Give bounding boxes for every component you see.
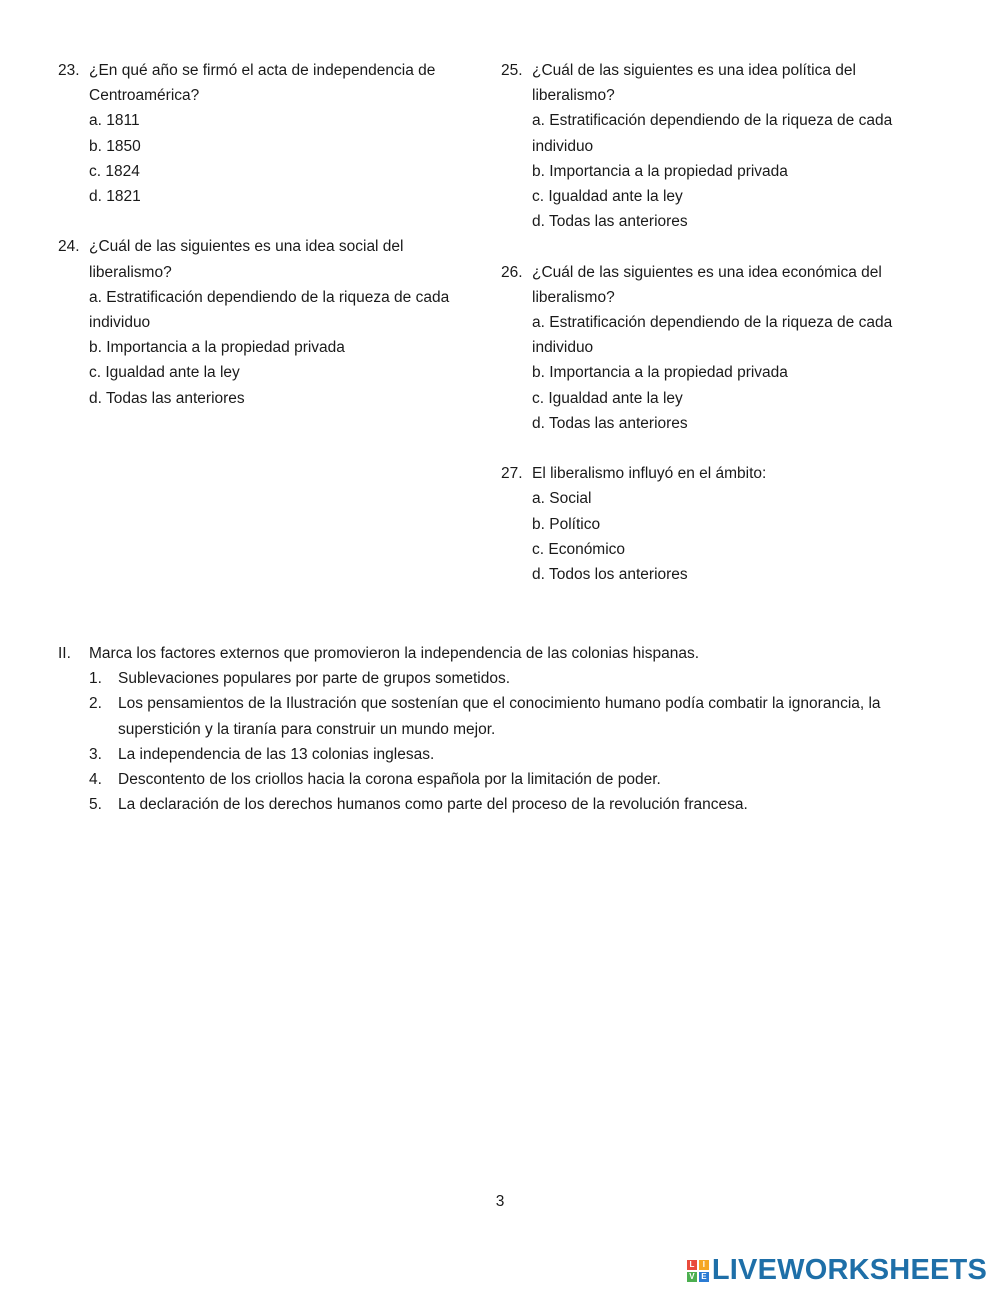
option-a[interactable]: a. Estratificación dependiendo de la riqueza de cada individuo [532, 314, 893, 357]
factor-item-3[interactable] [58, 742, 938, 767]
option-a[interactable]: a. Social [532, 490, 592, 508]
question-number: 26. [501, 263, 523, 281]
logo-letter-l: L [687, 1260, 697, 1270]
question-27 [501, 461, 931, 587]
option-d[interactable]: d. Todas las anteriores [89, 389, 245, 407]
option-c[interactable]: c. Económico [532, 540, 626, 558]
item-text: La declaración de los derechos humanos como parte del proceso de la revolución francesa. [118, 796, 748, 814]
section-number: II. [58, 645, 71, 662]
brand-name: LIVEWORKSHEETS [711, 1254, 987, 1286]
option-a[interactable]: a. 1811 [89, 112, 140, 130]
option-d[interactable]: d. Todos los anteriores [532, 566, 688, 584]
factor-item-1[interactable] [58, 666, 938, 691]
question-26 [501, 260, 931, 436]
question-23 [58, 58, 478, 209]
section-heading [58, 641, 938, 666]
item-number: 5. [89, 796, 102, 814]
option-d[interactable]: d. Todas las anteriores [532, 213, 688, 231]
factor-item-4[interactable] [58, 767, 938, 792]
factor-item-2[interactable] [58, 691, 938, 741]
logo-icon [687, 1260, 709, 1282]
item-number: 4. [89, 771, 102, 789]
section-instruction: Marca los factores externos que promovieron la independencia de las colonias hispanas. [89, 645, 700, 662]
logo-letter-e: E [699, 1272, 709, 1282]
option-b[interactable]: b. 1850 [89, 137, 141, 155]
option-a[interactable]: a. Estratificación dependiendo de la riqueza de cada individuo [89, 288, 450, 332]
question-number: 23. [58, 62, 80, 79]
option-b[interactable]: b. Importancia a la propiedad privada [532, 162, 788, 180]
right-question-column [501, 58, 931, 612]
factor-item-5[interactable] [58, 792, 938, 817]
page-number: 3 [495, 1193, 505, 1210]
question-text: El liberalismo influyó en el ámbito: [532, 465, 767, 483]
item-text: La independencia de las 13 colonias inglesas. [118, 745, 435, 763]
question-24 [58, 234, 478, 410]
item-number: 2. [89, 695, 102, 713]
question-number: 24. [58, 238, 80, 256]
question-number: 27. [501, 465, 523, 483]
question-text: ¿En qué año se firmó el acta de independencia de Centroamérica? [89, 62, 436, 105]
option-d[interactable]: d. Todas las anteriores [532, 414, 688, 432]
logo-letter-i: I [699, 1260, 709, 1270]
option-c[interactable]: c. Igualdad ante la ley [532, 188, 683, 206]
question-25 [501, 58, 931, 234]
option-b[interactable]: b. Político [532, 515, 601, 533]
item-number: 1. [89, 670, 102, 688]
item-number: 3. [89, 745, 102, 763]
option-b[interactable]: b. Importancia a la propiedad privada [89, 339, 345, 357]
option-c[interactable]: c. 1824 [89, 162, 140, 180]
item-text: Descontento de los criollos hacia la corona española por la limitación de poder. [118, 771, 661, 789]
option-c[interactable]: c. Igualdad ante la ley [89, 364, 240, 382]
option-a[interactable]: a. Estratificación dependiendo de la riqueza de cada individuo [532, 112, 893, 155]
question-text: ¿Cuál de las siguientes es una idea social del liberalismo? [89, 238, 404, 281]
question-text: ¿Cuál de las siguientes es una idea política del liberalismo? [532, 62, 856, 105]
option-d[interactable]: d. 1821 [89, 188, 141, 206]
factor-list [58, 666, 938, 817]
liveworksheets-logo[interactable] [687, 1254, 987, 1287]
question-text: ¿Cuál de las siguientes es una idea económica del liberalismo? [532, 263, 882, 306]
question-number: 25. [501, 62, 523, 79]
item-text: Los pensamientos de la Ilustración que sostenían que el conocimiento humano podía combatir la ignorancia, la superstición y la tiranía para construir un mundo mejor. [118, 695, 881, 738]
item-text: Sublevaciones populares por parte de grupos sometidos. [118, 670, 511, 688]
option-b[interactable]: b. Importancia a la propiedad privada [532, 364, 788, 382]
logo-letter-v: V [687, 1272, 697, 1282]
section-two [58, 641, 938, 817]
option-c[interactable]: c. Igualdad ante la ley [532, 389, 683, 407]
left-question-column [58, 58, 478, 436]
